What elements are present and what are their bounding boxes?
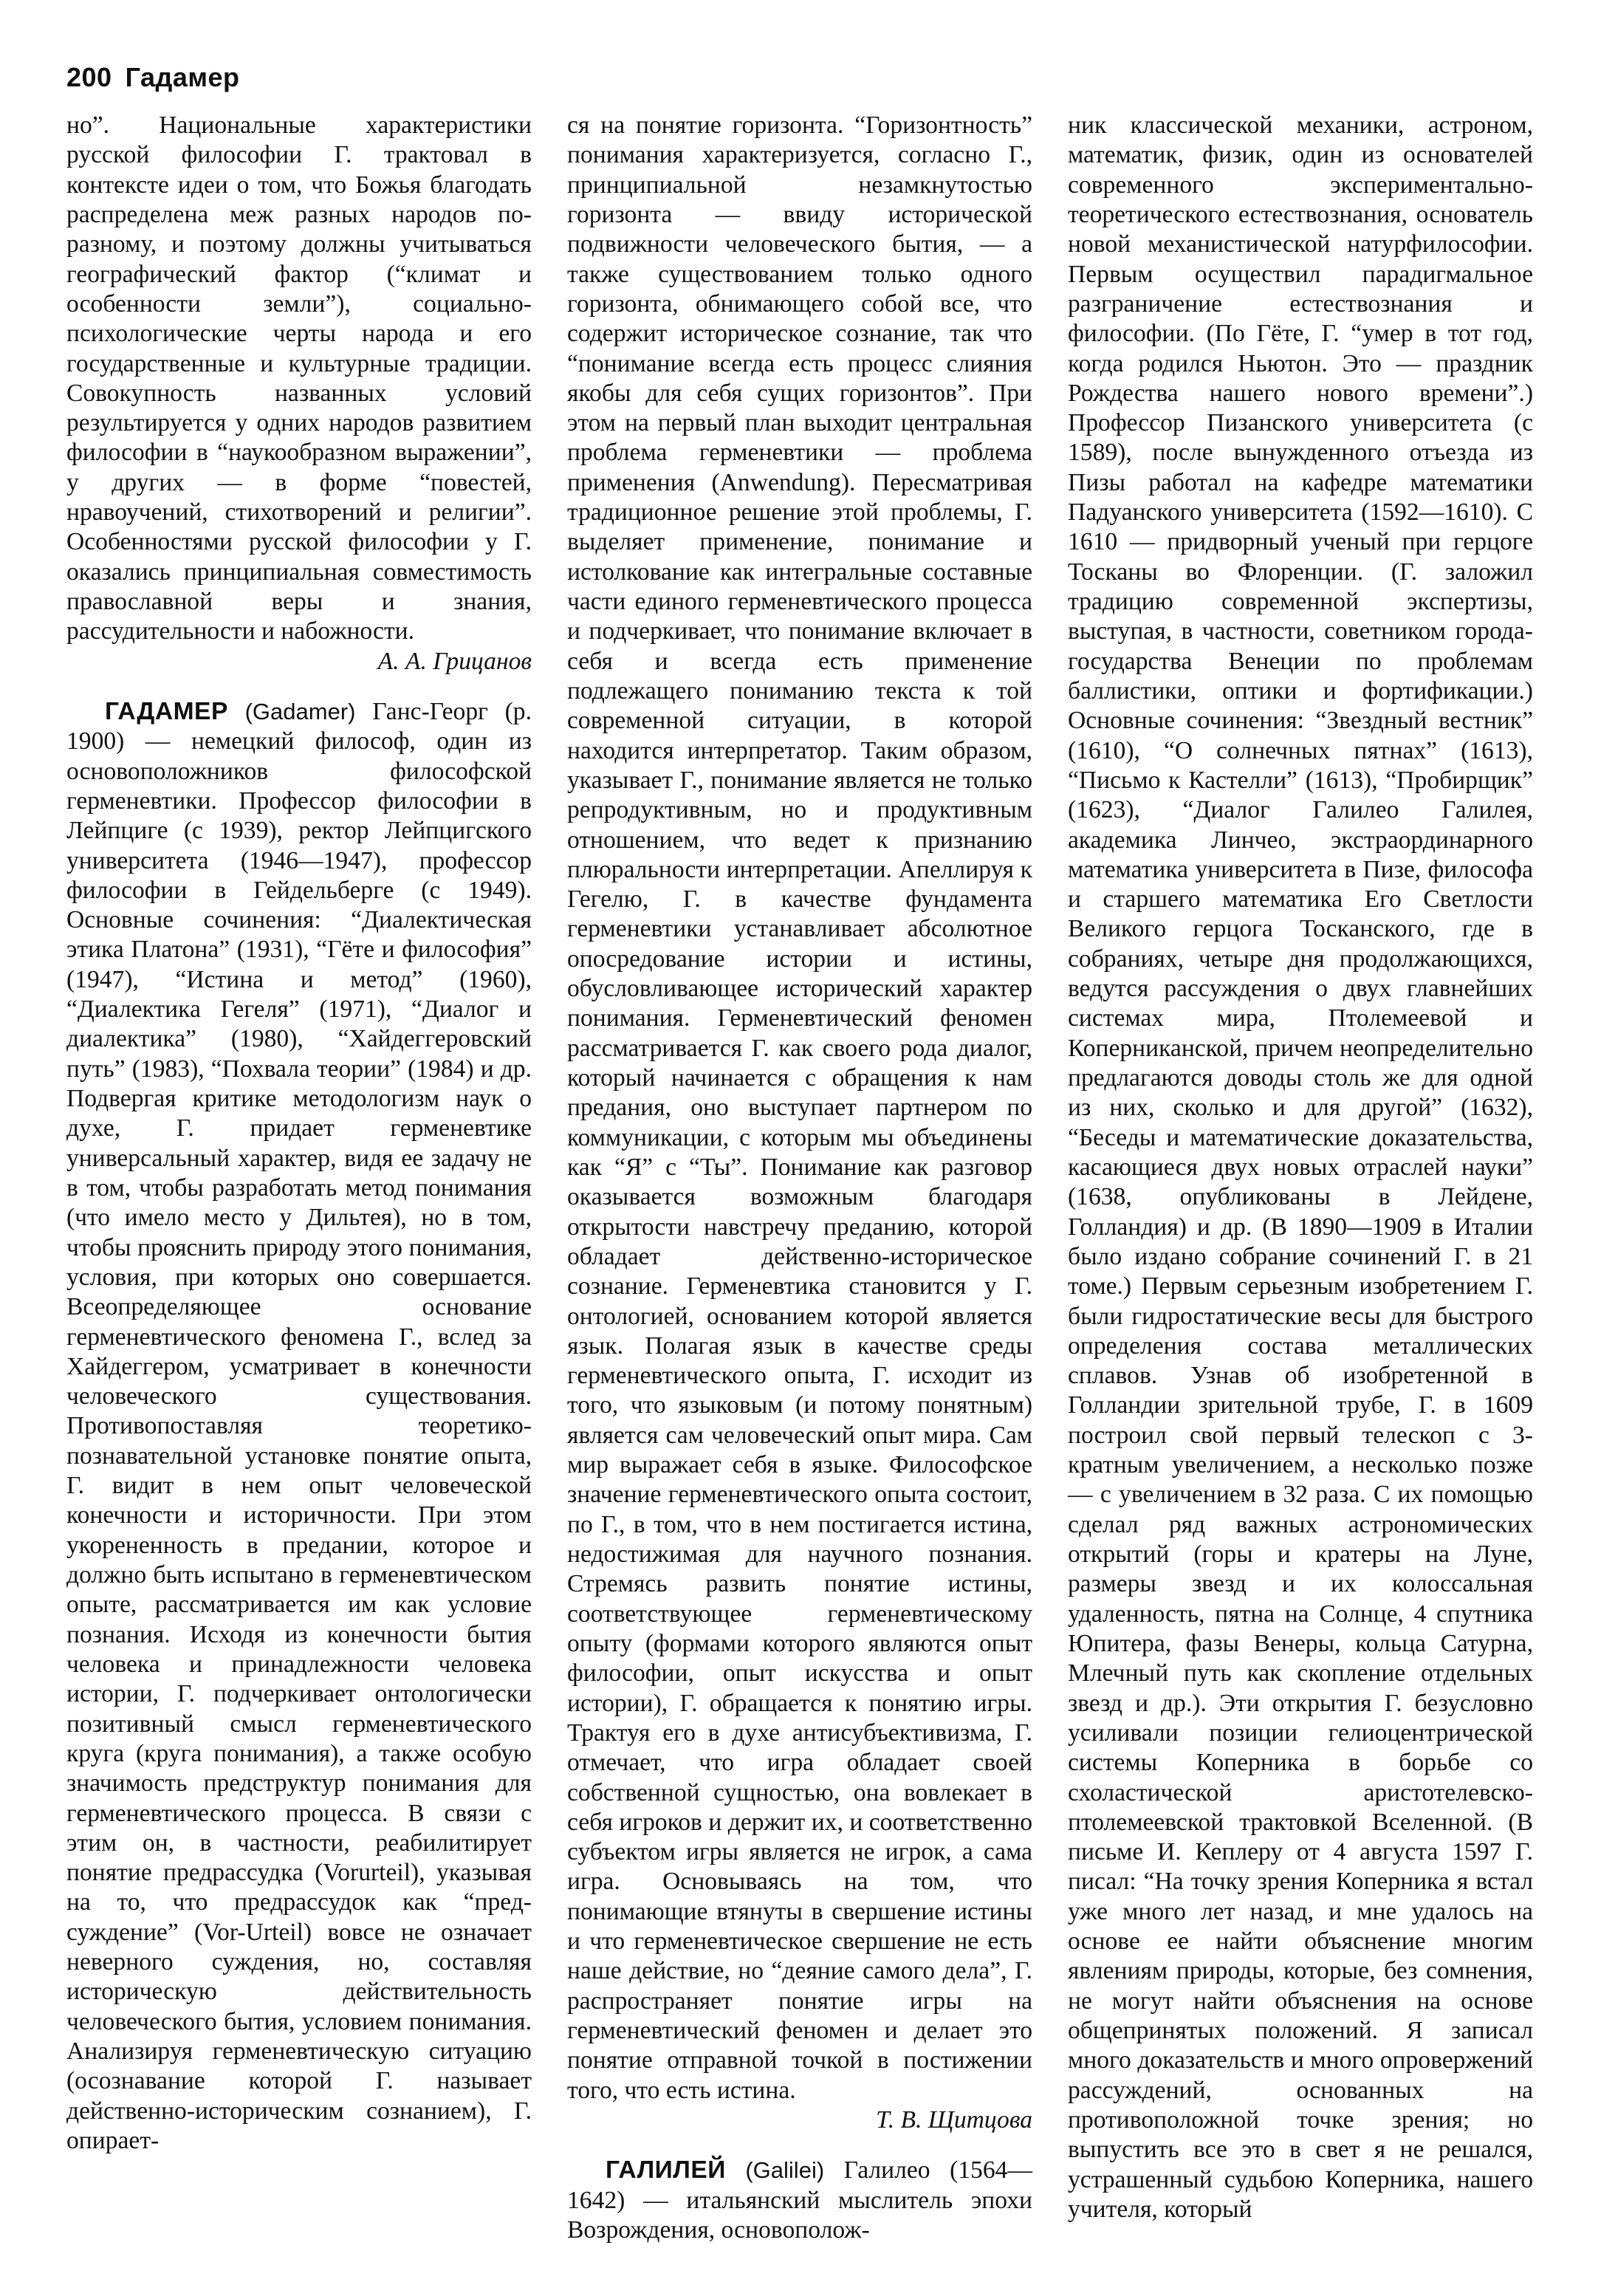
running-title: Гадамер [125, 62, 240, 92]
entry-author: Т. В. Щитцова [876, 2105, 1032, 2134]
entry-text-gadamer: Ганс-Георг (р. 1900) — немецкий философ, один из основоположников философской герменевтики. Профессор философии в Лейпциге (с 1939), ректор Лейпцигского университета (1946—1947), профессор философии в Гейдельберге (с 1949). Основные сочинения: “Диалектическая этика Платона” (1931), “Гёте и философия” (1947), “Истина и метод” (1960), “Диалектика Гегеля” (1971), “Диалог и диалектика” (1980), “Хайдеггеровский путь” (1983), “Похвала теории” (1984) и др. Подвергая критике методологизм наук о духе, Г. придает герменевтике универсальный характер, видя ее задачу не в том, чтобы разработать метод понимания (что имело место у Дильтея), но в том, чтобы прояснить природу этого понимания, условия, при которых оно совершается. Всеопределяющее основание герменевтического феномена Г., вслед за Хайдеггером, усматривает в конечности человеческого существования. Противопоставляя теоретико-познавательной установке понятие опыта, Г. видит в нем опыт человеческой конечности и историчности. При этом укорененность в предании, которое и должно быть испытано в герменевтическом опыте, рассматривается им как условие познания. Исходя из конечности бытия человека и принадлежности человека истории, Г. подчеркивает онтологически позитивный смысл герменевтического круга (круга понимания), а также особую значимость предструктур понимания для герменевтического процесса. В связи с этим он, в частности, реабилитирует понятие предрассудка (Vorurteil), указывая на то, что предрассудок как “пред-суждение” (Vor-Urteil) вовсе не означает неверного суждения, но, составляя историческую действительность человеческого бытия, условием понимания. Анализируя герменевтическую ситуацию (осознавание которой Г. называет действенно-историческим сознанием), Г. опирает- [66, 697, 532, 2154]
column-3 [1068, 111, 1533, 2224]
continued-entry-text: но”. Национальные характеристики русской философии Г. трактовал в контексте идеи о том, что Божья благодать распределена меж разных народов по-разному, и поэтому должны учитываться географический фактор (“климат и особенности земли”), социально-психологические черты народа и его государственные и культурные традиции. Совокупность названных условий результируется у одних народов развитием философии в “наукообразном выражении”, у других — в форме “повестей, нравоучений, стихотворений и религии”. Особенностями русской философии у Г. оказались принципиальная совместимость православной веры и знания, рассудительности и набожности. [66, 112, 532, 645]
column-1 [66, 111, 532, 2156]
running-header [66, 62, 240, 93]
entry-author: А. А. Грицанов [377, 647, 532, 675]
entry-galilei [567, 2156, 1032, 2245]
headword-gadamer: ГАДАМЕР [105, 697, 228, 725]
latin-name-galilei: (Galilei) [745, 2157, 825, 2184]
entry-text-galilei: Галилео (1564—1642) — итальянский мыслитель эпохи Возрождения, основополож- [567, 2156, 1032, 2244]
entry-text-gadamer-continued: ся на понятие горизонта. “Горизонтность” понимания характеризуется, согласно Г., принципиальной незамкнутостью горизонта — ввиду исторической подвижности человеческого бытия, — а также существованием только одного горизонта, обнимающего собой все, что содержит историческое сознание, так что “понимание всегда есть процесс слияния якобы для себя сущих горизонтов”. При этом на первый план выходит центральная проблема герменевтики — проблема применения (Anwendung). Пересматривая традиционное решение этой проблемы, Г. выделяет применение, понимание и истолкование как интегральные составные части единого герменевтического процесса и подчеркивает, что понимание включает в себя и всегда есть применение подлежащего пониманию текста к той современной ситуации, в которой находится интерпретатор. Таким образом, указывает Г., понимание является не только репродуктивным, но и продуктивным отношением, что ведет к признанию плюральности интерпретации. Апеллируя к Гегелю, Г. в качестве фундамента герменевтики устанавливает абсолютное опосредование истории и истины, обусловливающее исторический характер понимания. Герменевтический феномен рассматривается Г. как своего рода диалог, который начинается с обращения к нам предания, оно выступает партнером по коммуникации, с которым мы объединены как “Я” с “Ты”. Понимание как разговор оказывается возможным благодаря открытости навстречу преданию, которой обладает действенно-историческое сознание. Герменевтика становится у Г. онтологией, основанием которой является язык. Полагая язык в качестве среды герменевтического опыта, Г. исходит из того, что языковым (и потому понятным) является сам человеческий опыт мира. Сам мир выражает себя в языке. Философское значение герменевтического опыта состоит, по Г., в том, что в нем постигается истина, недостижимая для научного познания. Стремясь развить понятие истины, соответствующее герменевтическому опыту (формами которого являются опыт философии, опыт искусства и опыт истории), Г. обращается к понятию игры. Трактуя его в духе антисубъективизма, Г. отмечает, что игра обладает своей собственной сущностью, она вовлекает в себя игроков и держит их, и соответственно субъектом игры является не игрок, а сама игра. Основываясь на том, что понимающие втянуты в свершение истины и что герменевтическое свершение не есть наше действие, но “деяние самого дела”, Г. распространяет понятие игры на герменевтический феномен и делает это понятие отправной точкой в постижении того, что есть истина. [567, 112, 1032, 2104]
latin-name-gadamer: (Gadamer) [244, 698, 356, 724]
column-2 [567, 111, 1032, 2245]
headword-galilei: ГАЛИЛЕЙ [606, 2156, 726, 2184]
entry-text-galilei-continued: ник классической механики, астроном, математик, физик, один из основателей современного экспериментально-теоретического естествознания, основатель новой механистической натурфилософии. Первым осуществил парадигмальное разграничение естествознания и философии. (По Гёте, Г. “умер в тот год, когда родился Ньютон. Это — праздник Рождества нашего нового времени”.) Профессор Пизанского университета (с 1589), после вынужденного отъезда из Пизы работал на кафедре математики Падуанского университета (1592—1610). С 1610 — придворный ученый при герцоге Тосканы во Флоренции. (Г. заложил традицию современной экспертизы, выступая, в частности, советником города-государства Венеции по проблемам баллистики, оптики и фортификации.) Основные сочинения: “Звездный вестник” (1610), “О солнечных пятнах” (1613), “Письмо к Кастелли” (1613), “Пробирщик” (1623), “Диалог Галилео Галилея, академика Линчео, экстраординарного математика университета в Пизе, философа и старшего математика Его Светлости Великого герцога Тосканского, где в собраниях, четыре дня продолжающихся, ведутся рассуждения о двух главнейших системах мира, Птолемеевой и Коперниканской, причем неопределительно предлагаются доводы столь же для одной из них, сколько и для другой” (1632), “Беседы и математические доказательства, касающиеся двух новых отраслей науки” (1638, опубликованы в Лейдене, Голландия) и др. (В 1890—1909 в Италии было издано собрание сочинений Г. в 21 томе.) Первым серьезным изобретением Г. были гидростатические весы для быстрого определения состава металлических сплавов. Узнав об изобретенной в Голландии зрительной трубе, Г. в 1609 построил свой первый телескоп с 3-кратным увеличением, а несколько позже — с увеличением в 32 раза. С их помощью сделал ряд важных астрономических открытий (горы и кратеры на Луне, размеры звезд и их колоссальная удаленность, пятна на Солнце, 4 спутника Юпитера, фазы Венеры, кольца Сатурна, Млечный путь как скопление отдельных звезд и др.). Эти открытия Г. безусловно усиливали позиции гелиоцентрической системы Коперника в борьбе со схоластической аристотелевско-птолемеевской трактовкой Вселенной. (В письме И. Кеплеру от 4 августа 1597 Г. писал: “На точку зрения Коперника я встал уже много лет назад, и мне удалось на основе ее найти объяснение многим явлениям природы, которые, без сомнения, не могут найти объяснения на основе общепринятых положений. Я записал много доказательств и много опровержений рассуждений, основанных на противоположной точке зрения; но выпустить все это в свет я не решался, устрашенный судьбою Коперника, нашего учителя, который [1068, 112, 1533, 2223]
page-number: 200 [66, 62, 112, 92]
entry-gadamer [66, 697, 532, 2156]
